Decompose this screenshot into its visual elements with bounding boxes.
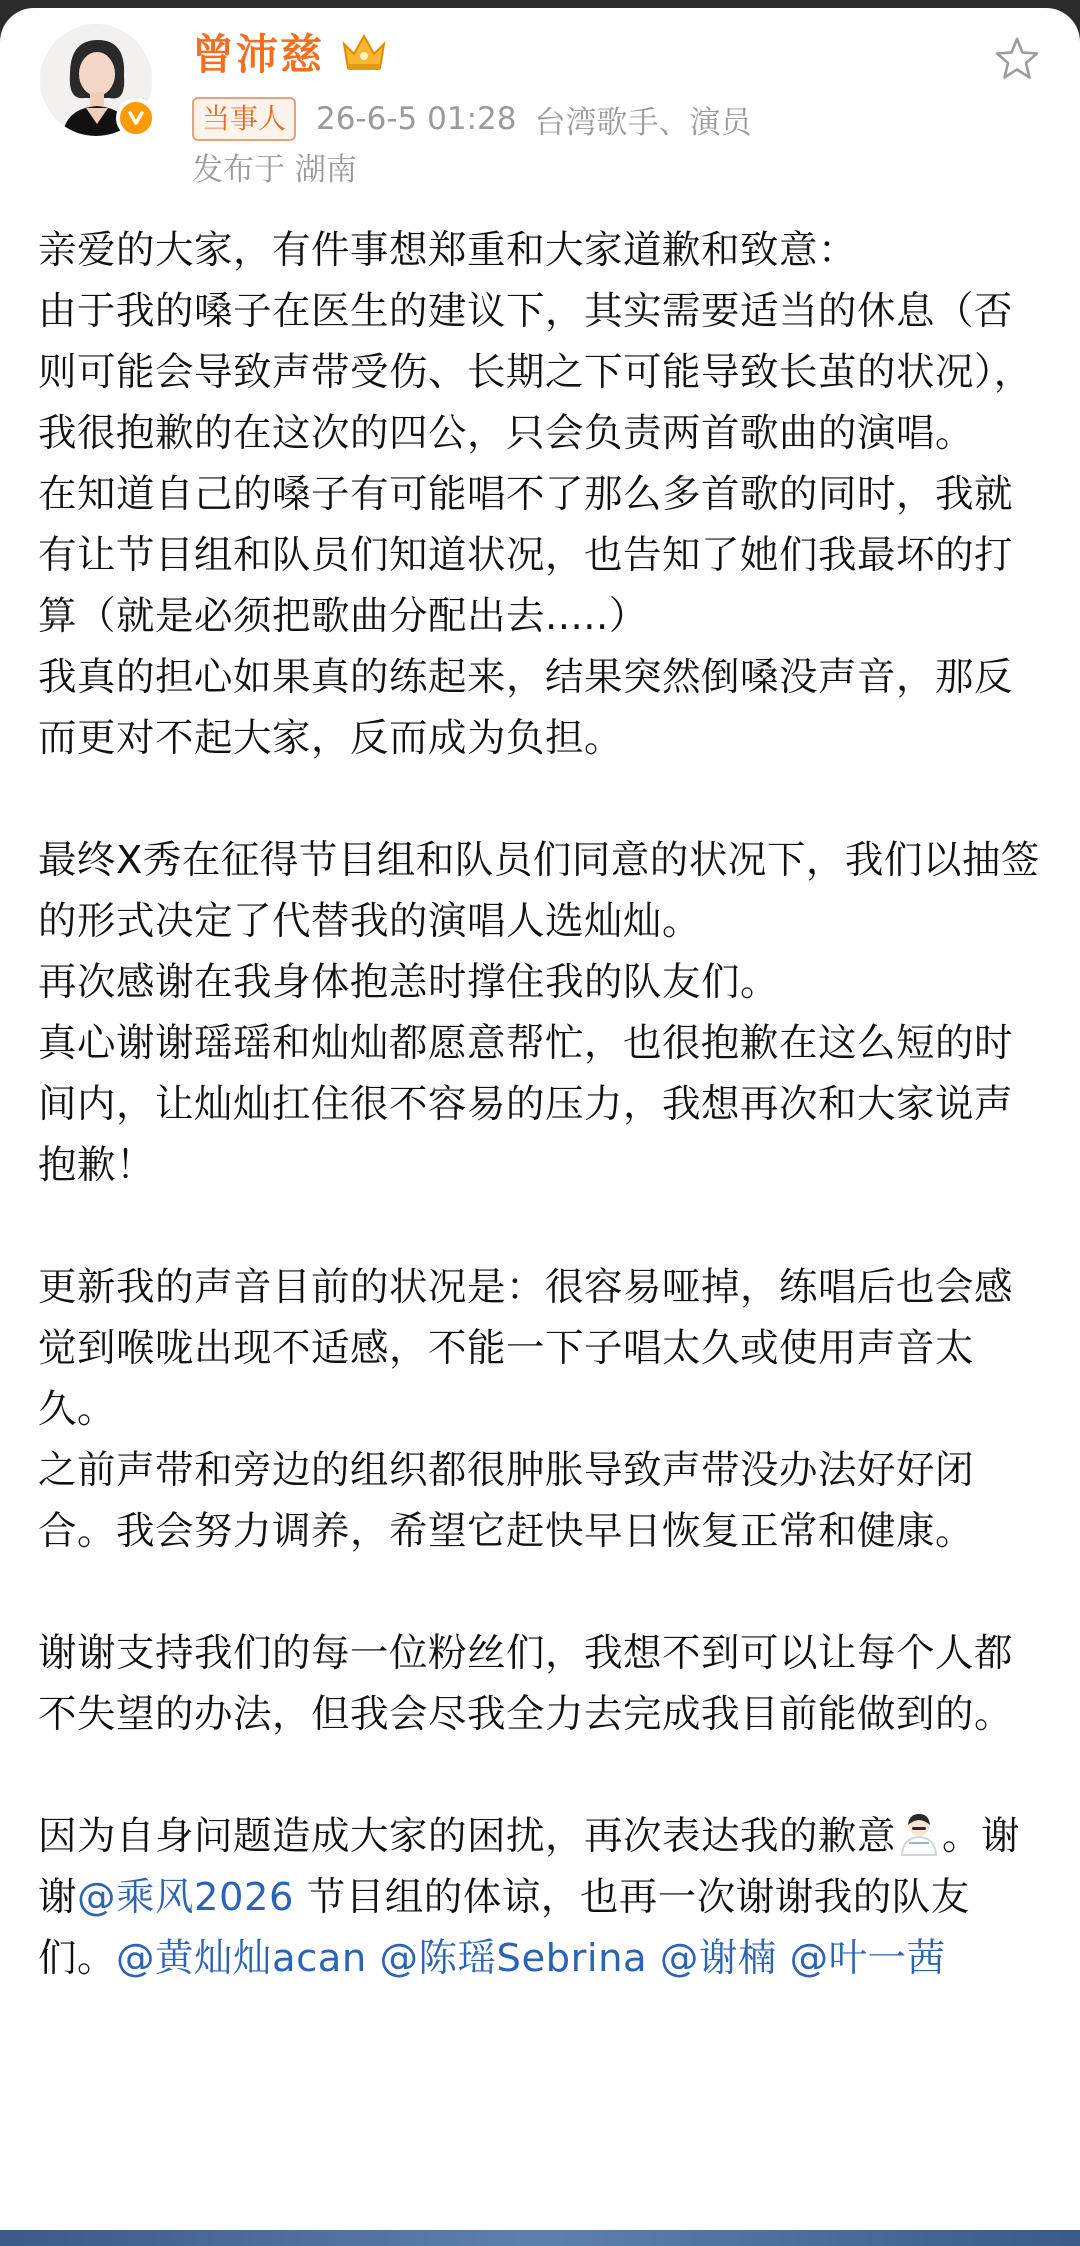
post-body <box>38 220 1042 1989</box>
star-outline-icon[interactable] <box>992 34 1042 84</box>
verified-badge-icon <box>116 98 156 138</box>
paragraph-gap <box>38 1562 1042 1623</box>
next-image-preview-strip[interactable] <box>0 2230 1080 2246</box>
paragraph-gap <box>38 1745 1042 1806</box>
body-paragraph: 之前声带和旁边的组织都很肿胀导致声带没办法好好闭合。我会努力调养，希望它赶快早日恢复正常和健康。 <box>38 1448 975 1554</box>
body-paragraph: 谢谢支持我们的每一位粉丝们，我想不到可以让每个人都不失望的办法，但我会尽我全力去完成我目前能做到的。 <box>38 1631 1014 1737</box>
body-text-span: 。谢谢 <box>38 1814 1021 1920</box>
body-paragraph-final <box>38 1806 1042 1989</box>
body-text-span: 因为自身问题造成大家的困扰，再次表达我的歉意 <box>38 1814 897 1859</box>
body-paragraph: 在知道自己的嗓子有可能唱不了那么多首歌的同时，我就有让节目组和队员们知道状况，也告知了她们我最坏的打算（就是必须把歌曲分配出去.....） <box>38 472 1014 639</box>
party-tag[interactable]: 当事人 <box>192 97 296 141</box>
author-name[interactable]: 曾沛慈 <box>192 30 325 79</box>
mention-link-chengfeng[interactable]: @乘风2026 <box>77 1875 294 1920</box>
crown-badge-icon[interactable] <box>338 30 390 74</box>
paragraph-gap <box>38 769 1042 830</box>
body-paragraph: 更新我的声音目前的状况是：很容易哑掉，练唱后也会感觉到喉咙出现不适感，不能一下子唱太久或使用声音太久。 <box>38 1265 1014 1432</box>
mention-link-huangcancan[interactable]: @黄灿灿acan <box>116 1936 367 1981</box>
mention-link-yeyiqian[interactable]: @叶一茜 <box>789 1936 946 1981</box>
author-identity: 台湾歌手、演员 <box>534 104 752 141</box>
author-row <box>192 22 390 82</box>
body-paragraph: 由于我的嗓子在医生的建议下，其实需要适当的休息（否则可能会导致声带受伤、长期之下可能导致长茧的状况），我很抱歉的在这次的四公，只会负责两首歌曲的演唱。 <box>38 289 1033 456</box>
paragraph-gap <box>38 1196 1042 1257</box>
body-paragraph: 最终X秀在征得节目组和队员们同意的状况下，我们以抽签的形式决定了代替我的演唱人选灿灿。 <box>38 838 1040 944</box>
body-paragraph: 再次感谢在我身体抱恙时撑住我的队友们。 <box>38 960 780 1005</box>
post-time: 26-6-5 01:28 <box>316 101 517 137</box>
post-location: 发布于 湖南 <box>192 152 357 188</box>
post-meta-row <box>192 96 751 142</box>
body-paragraph: 真心谢谢瑶瑶和灿灿都愿意帮忙，也很抱歉在这么短的时间内，让灿灿扛住很不容易的压力，我想再次和大家说声抱歉！ <box>38 1021 1014 1188</box>
weibo-post-card <box>0 8 1080 2246</box>
body-paragraph: 亲爱的大家，有件事想郑重和大家道歉和致意： <box>38 228 858 273</box>
body-text-span: 节目组的体谅，也再一次谢谢我的队友们。 <box>38 1875 970 1981</box>
body-paragraph: 我真的担心如果真的练起来，结果突然倒嗓没声音，那反而更对不起大家，反而成为负担。 <box>38 655 1014 761</box>
mention-link-chenyao[interactable]: @陈瑶Sebrina <box>379 1936 648 1981</box>
mention-link-xienan[interactable]: @谢楠 <box>659 1936 777 1981</box>
person-bowing-emoji <box>896 1811 942 1857</box>
